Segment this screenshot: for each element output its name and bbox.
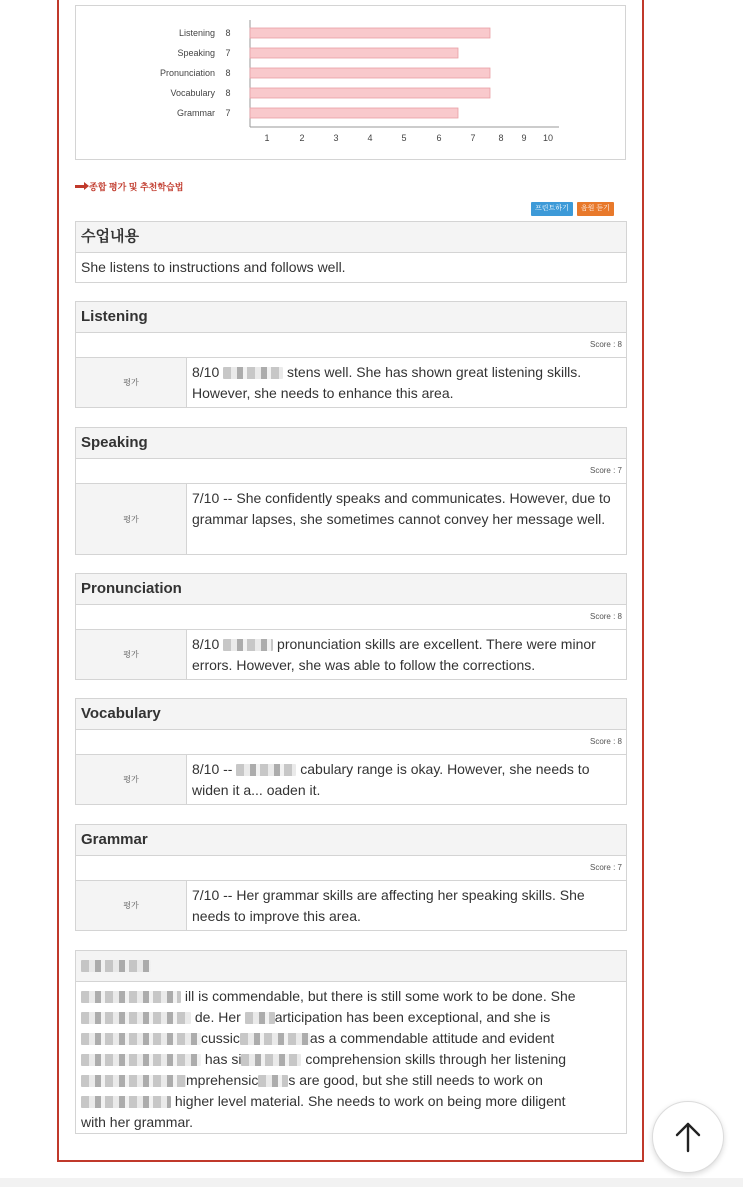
listening-eval-start: 8/10 [192,364,220,380]
listening-score: Score : 8 [76,333,626,358]
chart-tick-label: 9 [521,133,527,143]
chart-category-label: Vocabulary [170,88,215,98]
summary-title [76,951,626,982]
listening-eval-text [187,358,626,407]
summary-fragment: s are good, but she still needs to work on [288,1072,543,1088]
redacted-block [240,1033,310,1045]
arrow-right-icon [75,185,85,188]
pronunciation-eval-label: 평가 [76,630,187,679]
scroll-top-button[interactable] [652,1101,724,1173]
listening-title: Listening [76,302,626,333]
grammar-eval-text: 7/10 -- Her grammar skills are affecting her speaking skills. She needs to improve this area. [192,887,585,924]
grammar-title: Grammar [76,825,626,856]
chart-category-label: Pronunciation [159,68,215,78]
speaking-eval-label: 평가 [76,484,187,554]
vocabulary-score: Score : 8 [76,730,626,755]
summary-fragment: articipation has been exceptional, and she is [274,1009,551,1025]
score-chart-svg [76,6,625,159]
chart-value-label: 8 [225,28,231,38]
section-heading-label: 종합 평가 및 추천학습법 [89,182,184,192]
redacted-block [81,1075,186,1087]
speaking-box [75,427,627,555]
pronunciation-score: Score : 8 [76,605,626,630]
chart-value-label: 7 [225,108,231,118]
summary-fragment: comprehension skills through her listening [305,1051,567,1067]
vocabulary-eval-start: 8/10 -- [192,761,233,777]
summary-fragment: with her grammar. [81,1114,194,1130]
chart-bar [250,68,490,78]
chart-category-label: Grammar [177,108,215,118]
summary-fragment: ill is commendable, but there is still some work to be done. She [184,988,576,1004]
pronunciation-box [75,573,627,680]
summary-fragment: cussic [201,1030,240,1046]
redacted-block [81,991,181,1003]
chart-category-label: Listening [178,28,215,38]
vocabulary-eval-row [76,755,626,804]
speaking-eval-text: 7/10 -- She confidently speaks and communicates. However, due to grammar lapses, she sometimes cannot convey her message well. [192,490,611,527]
summary-text [76,982,626,1137]
redacted-block [236,764,296,776]
summary-box [75,950,627,1134]
chart-tick-label: 2 [299,133,305,143]
redacted-block [81,1012,191,1024]
pronunciation-eval-start: 8/10 [192,636,220,652]
summary-line [81,1049,621,1070]
summary-fragment: has si [204,1051,242,1067]
chart-tick-label: 4 [367,133,373,143]
pronunciation-title: Pronunciation [76,574,626,605]
class-content-text: She listens to instructions and follows well. [81,259,346,275]
chart-tick-label: 1 [264,133,270,143]
redacted-block [223,367,283,379]
chart-tick-label: 7 [470,133,476,143]
arrow-up-icon [673,1121,703,1153]
grammar-score: Score : 7 [76,856,626,881]
pronunciation-eval-rest: pronunciation skills are excellent. There were minor errors. However, she was able to follow the corrections. [192,636,596,673]
audio-button[interactable]: 음원 듣기 [577,202,614,216]
chart-value-label: 8 [225,88,231,98]
class-content-title: 수업내용 [76,222,626,253]
pronunciation-eval-text [187,630,626,679]
summary-line [81,986,621,1007]
summary-line [81,1007,621,1028]
redacted-block [81,1033,201,1045]
chart-tick-label: 6 [436,133,442,143]
score-chart [75,5,626,160]
action-buttons [531,202,614,216]
vocabulary-box [75,698,627,805]
summary-line [81,1091,621,1112]
redacted-block [258,1075,288,1087]
chart-tick-label: 10 [542,133,554,143]
section-heading [75,180,183,193]
summary-line [81,1028,621,1049]
grammar-eval-label: 평가 [76,881,187,930]
summary-fragment: mprehensic [186,1072,259,1088]
redacted-block [245,1012,275,1024]
chart-tick-label: 8 [498,133,504,143]
vocabulary-eval-rest: cabulary range is okay. However, she needs to widen it a... oaden it. [192,761,590,798]
chart-tick-label: 3 [333,133,339,143]
summary-line [81,1112,621,1133]
chart-tick-label: 5 [401,133,407,143]
class-content-box [75,221,627,283]
grammar-box [75,824,627,931]
chart-bar [250,88,490,98]
listening-eval-row [76,358,626,407]
bottom-strip [0,1178,743,1187]
vocabulary-eval-text [187,755,626,804]
print-button[interactable]: 프린트하기 [531,202,573,216]
chart-category-label: Speaking [177,48,215,58]
listening-box [75,301,627,408]
redacted-block [241,1054,301,1066]
vocabulary-eval-label: 평가 [76,755,187,804]
grammar-eval-row [76,881,626,930]
summary-fragment: higher level material. She needs to work on being more diligent [174,1093,566,1109]
listening-eval-rest: stens well. She has shown great listening skills. However, she needs to enhance this area. [192,364,582,401]
summary-fragment: de. Her [194,1009,241,1025]
summary-line [81,1070,621,1091]
redacted-block [81,1054,201,1066]
chart-bar [250,48,458,58]
summary-fragment: as a commendable attitude and evident [309,1030,555,1046]
chart-bar [250,28,490,38]
redacted-block [81,1096,171,1108]
listening-eval-label: 평가 [76,358,187,407]
speaking-score: Score : 7 [76,459,626,484]
chart-value-label: 7 [225,48,231,58]
chart-bar [250,108,458,118]
speaking-eval-row [76,484,626,554]
pronunciation-eval-row [76,630,626,679]
vocabulary-title: Vocabulary [76,699,626,730]
redacted-block [81,960,151,972]
chart-value-label: 8 [225,68,231,78]
speaking-title: Speaking [76,428,626,459]
redacted-block [223,639,273,651]
